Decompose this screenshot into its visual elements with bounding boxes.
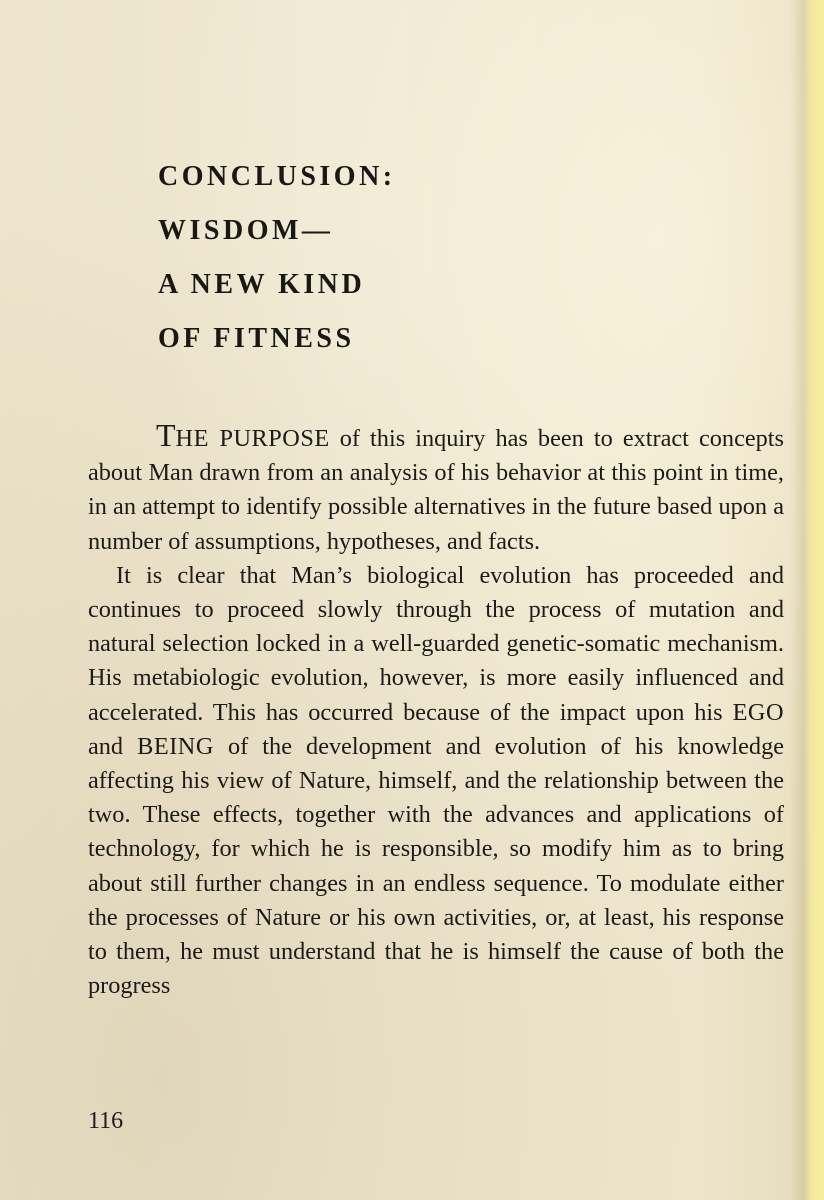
chapter-title-line-2: WISDOM—	[158, 215, 334, 246]
paragraph-2-and: and	[88, 732, 138, 760]
page-edge-shadow	[790, 0, 824, 1200]
bleed-through-texture	[120, 0, 680, 120]
chapter-title	[158, 150, 396, 366]
paragraph-2-text-b: of the development and evolution of his knowledge affecting his view of Nature, himself, and the relationship between the two. These effects, together with the advances and applications of technology, for which he is responsible, so modify him as to bring about still further changes in an endless sequence. To modulate either the processes of Nature or his own activities, or, at least, his response to them, he must understand that he is himself the cause of both the progress	[88, 732, 785, 1000]
small-caps-lead: HE PURPOSE	[175, 425, 330, 452]
chapter-title-line-3: A NEW KIND	[158, 269, 366, 300]
page-number: 116	[88, 1108, 124, 1134]
ego-term: EGO	[732, 698, 784, 726]
paragraph-2	[88, 559, 784, 1004]
body-text	[88, 418, 784, 1003]
drop-cap: T	[156, 417, 176, 453]
paragraph-2-text-a: It is clear that Man’s biological evolution has proceeded and continues to proceed slowly through the process of mutation and natural selection locked in a well-guarded genetic-somatic mechanism. His metabiologic evolution, however, is more easily influenced and accelerated. This has occurred because of the impact upon his	[88, 561, 784, 726]
being-term: BEING	[137, 732, 214, 760]
paragraph-1-text: of this inquiry has been to extract concepts about Man drawn from an analysis of his behavior at this point in time, in an attempt to identify possible alternatives in the future based upon a number of assumptions, hypotheses, and facts.	[88, 425, 784, 555]
chapter-title-line-1: CONCLUSION:	[158, 161, 396, 192]
paragraph-1	[88, 418, 784, 559]
chapter-title-line-4: OF FITNESS	[158, 323, 355, 354]
